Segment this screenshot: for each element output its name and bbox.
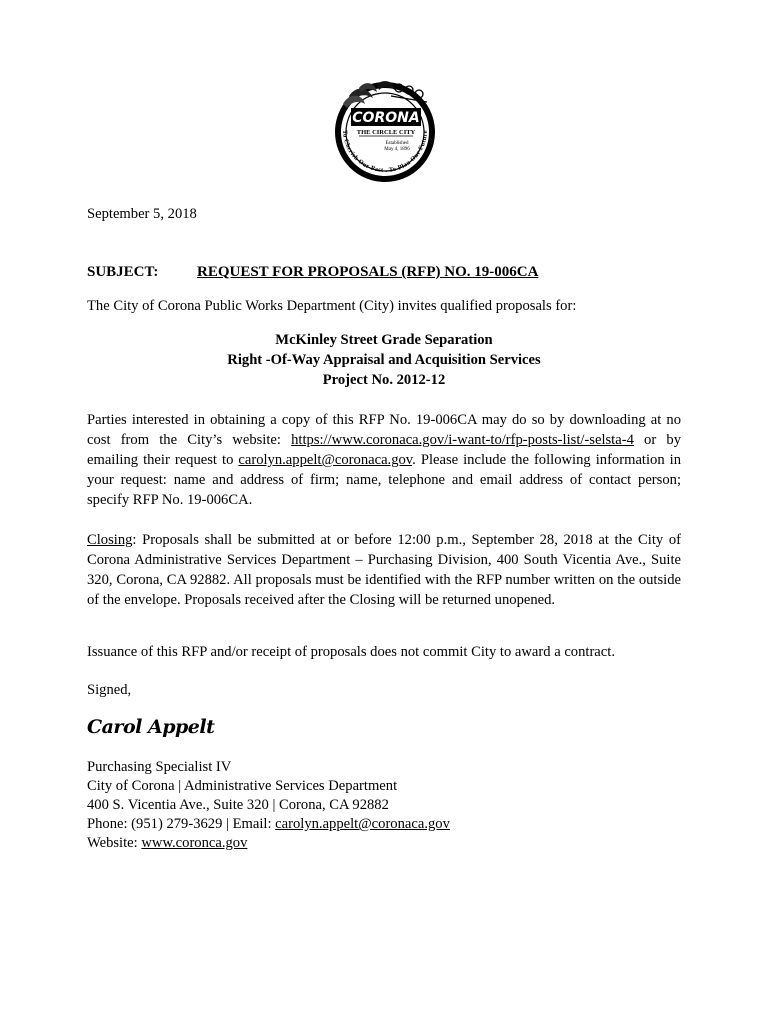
project-title-block	[87, 330, 681, 390]
signed-label: Signed,	[87, 682, 132, 698]
seal-name-text: CORONA	[352, 110, 420, 126]
subject-text: REQUEST FOR PROPOSALS (RFP) NO. 19-006CA	[197, 264, 539, 280]
signer-address: 400 S. Vicentia Ave., Suite 320 | Corona, CA 92882	[87, 797, 389, 813]
para1-text-b: or by emailing their request to	[87, 432, 681, 468]
rfp-website-link[interactable]: https://www.coronaca.gov/i-want-to/rfp-posts-list/-selsta-4	[291, 432, 634, 448]
seal-established-text: Established	[385, 141, 409, 146]
signer-title: Purchasing Specialist IV	[87, 759, 232, 775]
signer-phone-email	[87, 815, 681, 834]
seal-motto-text: To Cherish Our Past . To Plan Our Future	[340, 129, 430, 175]
project-title-line-2: Right -Of-Way Appraisal and Acquisition Services	[227, 352, 541, 368]
intro-paragraph: The City of Corona Public Works Department (City) invites qualified proposals for:	[87, 298, 577, 314]
letter-body	[87, 204, 681, 853]
para1-text-c: . Please include the following information in your request: name and address of firm; name, telephone and email address of contact person; specify RFP No. 19-006CA.	[87, 452, 681, 508]
seal-icon	[329, 74, 441, 186]
seal-tagline-text: THE CIRCLE CITY	[356, 129, 416, 136]
city-seal-logo	[329, 74, 441, 186]
signature: Carol Appelt	[87, 716, 215, 738]
project-title-line-1: McKinley Street Grade Separation	[275, 332, 493, 348]
project-title-line-3: Project No. 2012-12	[322, 372, 446, 388]
contact-email-link[interactable]: carolyn.appelt@coronaca.gov	[275, 816, 450, 832]
subject-label: SUBJECT:	[87, 264, 159, 280]
closing-paragraph	[87, 530, 681, 610]
signer-website	[87, 834, 681, 853]
seal-established-date-text: May 4, 1896	[384, 147, 410, 152]
request-email-link[interactable]: carolyn.appelt@coronaca.gov	[238, 452, 413, 468]
signer-organization: City of Corona | Administrative Services Department	[87, 778, 398, 794]
contact-block	[87, 758, 681, 853]
website-label: Website:	[87, 835, 142, 851]
letter-date: September 5, 2018	[87, 206, 197, 222]
issuance-paragraph: Issuance of this RFP and/or receipt of proposals does not commit City to award a contract.	[87, 644, 615, 660]
closing-text: : Proposals shall be submitted at or before 12:00 p.m., September 28, 2018 at the City of Corona Administrative Services Department – Purchasing Division, 400 South Vicentia Ave., Suite 320, Corona, CA 92882. All proposals must be identified with the RFP number written on the outside of the envelope. Proposals received after the Closing will be returned unopened.	[87, 532, 681, 608]
closing-label: Closing	[87, 532, 133, 548]
phone-text: Phone: (951) 279-3629 | Email:	[87, 816, 276, 832]
contact-website-link[interactable]: www.coronca.gov	[141, 835, 248, 851]
para1-text-a: Parties interested in obtaining a copy of this RFP No. 19-006CA may do so by downloading at no cost from the City’s website:	[87, 412, 681, 448]
subject-line	[87, 262, 681, 282]
rfp-download-paragraph	[87, 410, 681, 510]
